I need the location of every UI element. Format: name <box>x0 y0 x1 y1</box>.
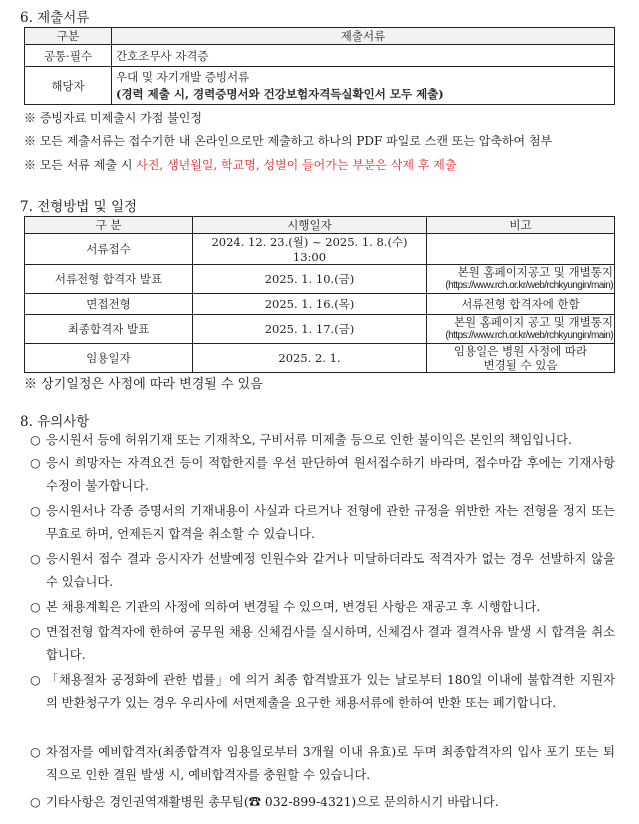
section-7-title: 7. 전형방법 및 일정 <box>20 199 138 215</box>
stage-cell: 면접전형 <box>25 294 193 315</box>
table-row <box>25 344 615 373</box>
table-header: 구 분 <box>25 217 193 234</box>
table-row <box>25 67 615 105</box>
list-item <box>30 596 615 619</box>
required-documents-table <box>24 27 615 105</box>
remark-cell: 서류전형 합격자에 한함 <box>427 294 615 315</box>
list-item <box>30 548 615 593</box>
note-2 <box>24 132 552 149</box>
list-item-text: 기타사항은 경인권역재활병원 총무팀(☎ 032-899-4321)으로 문의하시기 바랍니다. <box>46 795 499 809</box>
reference-mark-icon: ※ <box>24 158 37 172</box>
circle-bullet-icon: ○ <box>30 552 41 566</box>
table-header: 제출서류 <box>112 28 615 45</box>
list-item-text: 본 채용계획은 기관의 사정에 의하여 변경될 수 있으며, 변경된 사항은 재공고 후 시행합니다. <box>46 600 541 614</box>
circle-bullet-icon: ○ <box>30 456 41 470</box>
table-row <box>25 315 615 344</box>
category-cell: 해당자 <box>25 67 112 105</box>
remark-cell <box>427 265 615 294</box>
table-header: 비고 <box>427 217 615 234</box>
stage-cell: 임용일자 <box>25 344 193 373</box>
circle-bullet-icon: ○ <box>30 745 41 759</box>
list-item <box>30 621 615 666</box>
documents-line-bold: (경력 제출 시, 경력증명서와 건강보험자격득실확인서 모두 제출) <box>116 86 444 101</box>
documents-cell <box>112 67 615 105</box>
note-3 <box>24 156 456 173</box>
remark-cell <box>427 234 615 265</box>
documents-cell: 간호조무사 자격증 <box>112 45 615 67</box>
note-text: 증빙자료 미제출시 가점 불인정 <box>39 111 202 125</box>
remark-cell <box>427 315 615 344</box>
list-item <box>30 452 615 497</box>
circle-bullet-icon: ○ <box>30 600 41 614</box>
circle-bullet-icon: ○ <box>30 625 41 639</box>
remark-line: 변경될 수 있음 <box>483 358 558 372</box>
remark-line: 본원 홈페이지공고 및 개별통지 <box>457 265 613 279</box>
category-cell: 공통·필수 <box>25 45 112 67</box>
remark-url: (https://www.rch.or.kr/web/rchkyungin/main) <box>445 280 613 291</box>
list-item-text: 면접전형 합격자에 한하여 공무원 채용 신체검사를 실시하며, 신체검사 결과 결격사유 발생 시 합격을 취소합니다. <box>46 625 615 662</box>
table-row <box>25 234 615 265</box>
table-row <box>25 45 615 67</box>
remark-line: 본원 홈페이지 공고 및 개별통지 <box>453 315 613 329</box>
circle-bullet-icon: ○ <box>30 673 41 687</box>
list-item <box>30 791 615 814</box>
list-item-text: 응시원서 접수 결과 응시자가 선발예정 인원수와 같거나 미달하더라도 적격자가 없는 경우 선발하지 않을 수 있습니다. <box>46 552 615 589</box>
remark-cell <box>427 344 615 373</box>
note-text: 모든 제출서류는 접수기한 내 온라인으로만 제출하고 하나의 PDF 파일로 스캔 또는 압축하여 첨부 <box>39 134 553 148</box>
section-8-title: 8. 유의사항 <box>20 414 90 430</box>
note-1 <box>24 109 202 126</box>
date-cell: 2025. 1. 16.(목) <box>193 294 427 315</box>
list-item <box>30 741 615 786</box>
table-row <box>25 294 615 315</box>
list-item <box>30 669 615 714</box>
list-item-text: 응시원서 등에 허위기재 또는 기재착오, 구비서류 미제출 등으로 인한 불이익은 본인의 책임입니다. <box>46 433 572 447</box>
note-text: 상기일정은 사정에 따라 변경될 수 있음 <box>41 377 263 392</box>
section-6-title: 6. 제출서류 <box>20 10 90 26</box>
list-item <box>30 500 615 545</box>
circle-bullet-icon: ○ <box>30 433 41 447</box>
list-item-text: 차점자를 예비합격자(최종합격자 임용일로부터 3개월 이내 유효)로 두며 최종합격자의 입사 포기 또는 퇴직으로 인한 결원 발생 시, 예비합격자를 충원할 수 있습니다. <box>46 745 615 782</box>
note-text-highlight: 사진, 생년월일, 학교명, 성별이 들어가는 부분은 삭제 후 제출 <box>136 158 457 172</box>
schedule-note <box>24 373 263 392</box>
documents-line: 우대 및 자기개발 증빙서류 <box>116 69 250 84</box>
list-item-text: 응시 희망자는 자격요건 등이 적합한지를 우선 판단하여 원서접수하기 바라며, 접수마감 후에는 기재사항 수정이 불가합니다. <box>46 456 615 493</box>
list-item-text: 응시원서나 각종 증명서의 기재내용이 사실과 다르거나 전형에 관한 규정을 위반한 자는 전형을 정지 또는 무효로 하며, 언제든지 합격을 취소할 수 있습니다. <box>46 504 615 541</box>
remark-line: 임용일은 병원 사정에 따라 <box>453 344 588 358</box>
table-header: 구분 <box>25 28 112 45</box>
stage-cell: 서류전형 합격자 발표 <box>25 265 193 294</box>
note-text: 모든 서류 제출 시 <box>39 158 137 172</box>
table-row <box>25 265 615 294</box>
date-cell: 2025. 2. 1. <box>193 344 427 373</box>
reference-mark-icon: ※ <box>24 111 37 125</box>
date-cell: 2025. 1. 17.(금) <box>193 315 427 344</box>
date-cell: 2024. 12. 23.(월) ~ 2025. 1. 8.(수) 13:00 <box>193 234 427 265</box>
list-item-text: 「채용절차 공정화에 관한 법률」에 의거 최종 합격발표가 있는 날로부터 180일 이내에 불합격한 지원자의 반환청구가 있는 경우 우리사에 서면제출을 요구한 채용서류에 한하여 반환 또는 폐기합니다. <box>46 673 615 710</box>
remark-url: (https://www.rch.or.kr/web/rchkyungin/main) <box>445 330 613 341</box>
date-cell: 2025. 1. 10.(금) <box>193 265 427 294</box>
reference-mark-icon: ※ <box>24 377 38 392</box>
circle-bullet-icon: ○ <box>30 504 41 518</box>
schedule-table <box>24 216 615 373</box>
list-item <box>30 429 615 452</box>
stage-cell: 서류접수 <box>25 234 193 265</box>
circle-bullet-icon: ○ <box>30 795 41 809</box>
table-header: 시행일자 <box>193 217 427 234</box>
reference-mark-icon: ※ <box>24 134 37 148</box>
stage-cell: 최종합격자 발표 <box>25 315 193 344</box>
